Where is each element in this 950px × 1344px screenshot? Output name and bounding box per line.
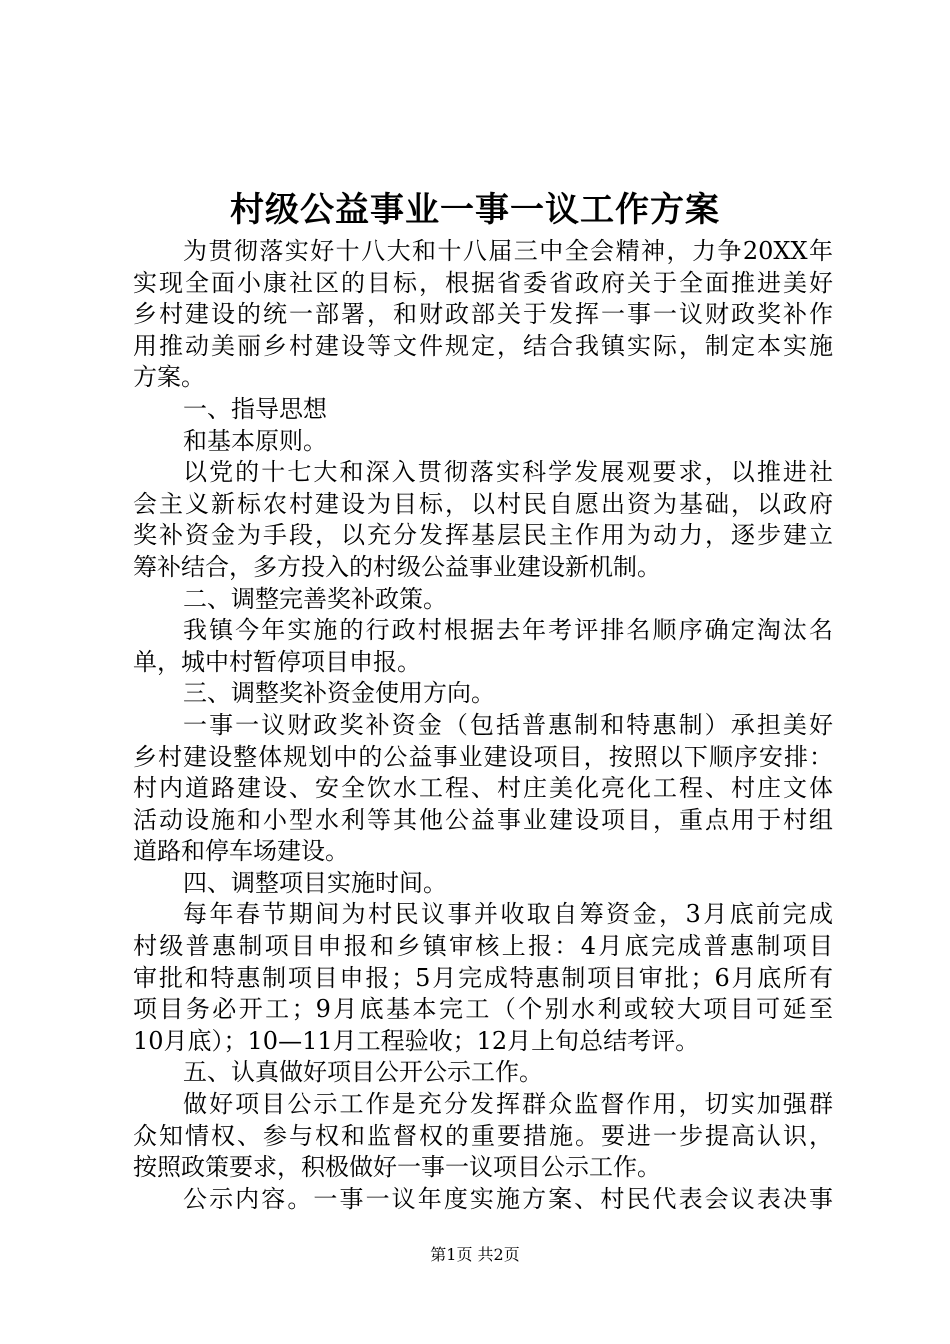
text-line: 众知情权、参与权和监督权的重要措施。要进一步提高认识， — [133, 1121, 833, 1150]
text-line: 村内道路建设、安全饮水工程、村庄美化亮化工程、村庄文体 — [133, 774, 833, 803]
text-line: 方案。 — [133, 363, 205, 392]
text-line: 为贯彻落实好十八大和十八届三中全会精神，力争20XX年 — [183, 237, 833, 265]
text-line: 10月底）；10—11月工程验收；12月上旬总结考评。 — [133, 1026, 700, 1055]
text-line: 用推动美丽乡村建设等文件规定，结合我镇实际，制定本实施 — [133, 331, 833, 360]
text-line: 实现全面小康社区的目标，根据省委省政府关于全面推进美好 — [133, 268, 833, 297]
text-line: 做好项目公示工作是充分发挥群众监督作用，切实加强群 — [183, 1090, 833, 1119]
text-line: 四、调整项目实施时间。 — [183, 868, 447, 897]
document-body — [133, 236, 833, 1215]
text-line: 我镇今年实施的行政村根据去年考评排名顺序确定淘汰名 — [183, 616, 833, 645]
text-line: 项目务必开工；9月底基本完工（个别水利或较大项目可延至 — [133, 995, 833, 1024]
text-line: 审批和特惠制项目申报；5月完成特惠制项目审批；6月底所有 — [133, 963, 833, 992]
text-line: 筹补结合，多方投入的村级公益事业建设新机制。 — [133, 552, 661, 581]
text-line: 乡村建设的统一部署，和财政部关于发挥一事一议财政奖补作 — [133, 300, 833, 329]
text-line: 五、认真做好项目公开公示工作。 — [183, 1058, 543, 1087]
text-line: 活动设施和小型水利等其他公益事业建设项目，重点用于村组 — [133, 805, 833, 834]
text-line: 道路和停车场建设。 — [133, 837, 349, 866]
text-line: 二、调整完善奖补政策。 — [183, 584, 447, 613]
text-line: 奖补资金为手段，以充分发挥基层民主作用为动力，逐步建立 — [133, 521, 833, 550]
text-line: 一事一议财政奖补资金（包括普惠制和特惠制）承担美好 — [183, 710, 833, 739]
text-line: 三、调整奖补资金使用方向。 — [183, 679, 495, 708]
text-line: 公示内容。一事一议年度实施方案、村民代表会议表决事 — [183, 1184, 833, 1213]
text-line: 和基本原则。 — [183, 426, 327, 455]
text-line: 每年春节期间为村民议事并收取自筹资金，3月底前完成 — [183, 900, 833, 929]
text-line: 单，城中村暂停项目申报。 — [133, 647, 421, 676]
text-line: 按照政策要求，积极做好一事一议项目公示工作。 — [133, 1153, 661, 1182]
text-line: 村级普惠制项目申报和乡镇审核上报：4月底完成普惠制项目 — [133, 932, 833, 961]
text-line: 以党的十七大和深入贯彻落实科学发展观要求，以推进社 — [183, 458, 833, 487]
text-line: 会主义新标农村建设为目标，以村民自愿出资为基础，以政府 — [133, 489, 833, 518]
document-title: 村级公益事业一事一议工作方案 — [230, 190, 720, 230]
text-line: 乡村建设整体规划中的公益事业建设项目，按照以下顺序安排： — [133, 742, 833, 771]
page-footer: 第1页 共2页 — [430, 1245, 520, 1264]
text-line: 一、指导思想 — [183, 394, 327, 423]
